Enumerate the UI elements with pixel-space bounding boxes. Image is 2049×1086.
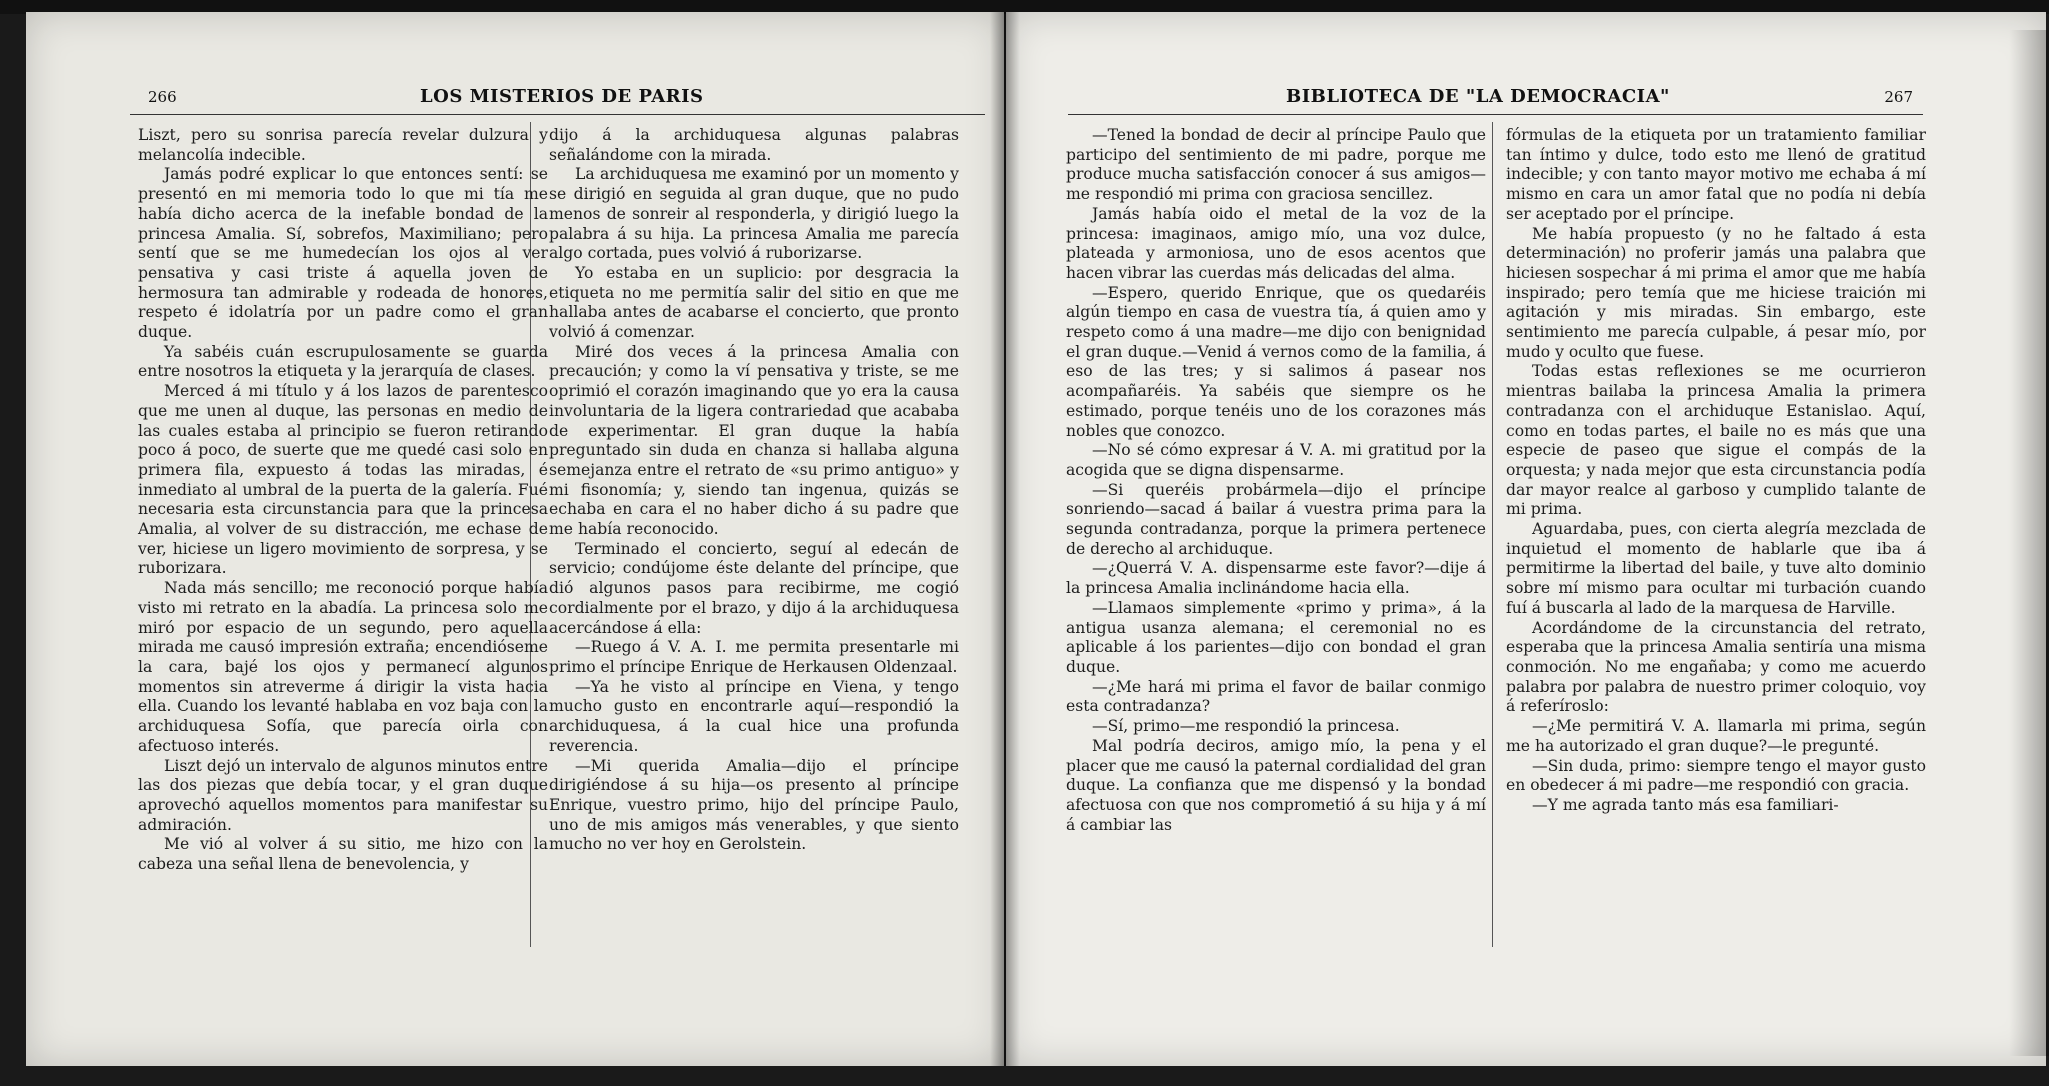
paragraph: Jamás podré explicar lo que entonces sentí: se presentó en mi memoria todo lo que mi tía me había dicho acerca de la inefable bondad de la princesa Amalia. Sí, sobrefos, Maximiliano; pero sentí que se me humedecían los ojos al ver pensativa y casi triste á aquella joven de hermosura tan admirable y rodeada de honores, respeto é idolatría por un padre como el gran duque. (138, 165, 548, 342)
left-page-column-1 (138, 126, 548, 875)
paragraph: La archiduquesa me examinó por un momento y se dirigió en seguida al gran duque, que no pudo menos de sonreir al responderla, y dirigió luego la palabra á su hija. La princesa Amalia me parecía algo cortada, pues volvió á ruborizarse. (549, 165, 959, 263)
left-page-number: 266 (148, 88, 177, 106)
paragraph: Acordándome de la circunstancia del retrato, esperaba que la princesa Amalia sentiría una misma conmoción. No me engañaba; y como me acuerdo palabra por palabra de nuestro primer coloquio, voy á referíroslo: (1506, 618, 1926, 716)
paragraph: —Mi querida Amalia—dijo el príncipe dirigiéndose á su hija—os presento al príncipe Enrique, vuestro primo, hijo del príncipe Paulo, uno de mis amigos más venerables, y que siento mucho no ver hoy en Gerolstein. (549, 756, 959, 854)
paragraph: Merced á mi título y á los lazos de parentesco que me unen al duque, las personas en medio de las cuales estaba al principio se fueron retirando poco á poco, de suerte que me quedé casi solo en primera fila, expuesto á todas las miradas, é inmediato al umbral de la puerta de la galería. Fué necesaria esta circunstancia para que la princesa Amalia, al volver de su distracción, me echase de ver, hiciese un ligero movimiento de sorpresa, y se ruborizara. (138, 382, 548, 578)
paragraph: Liszt dejó un intervalo de algunos minutos entre las dos piezas que debía tocar, y el gran duque aprovechó aquellos momentos para manifestar su admiración. (138, 756, 548, 834)
right-page-column-1 (1066, 126, 1486, 835)
paragraph: Liszt, pero su sonrisa parecía revelar dulzura y melancolía indecible. (138, 126, 548, 164)
paragraph: —Ya he visto al príncipe en Viena, y tengo mucho gusto en encontrarle aquí—respondió la archiduquesa, á la cual hice una profunda reverencia. (549, 677, 959, 755)
right-page-number: 267 (1884, 88, 1913, 106)
paragraph: —Y me agrada tanto más esa familiari- (1532, 795, 1839, 814)
paragraph: —Tened la bondad de decir al príncipe Paulo que participo del sentimiento de mi padre, porque me produce mucha satisfacción conocer á sus amigos—me respondió mi prima con graciosa sencillez. (1066, 126, 1486, 204)
paragraph: —No sé cómo expresar á V. A. mi gratitud por la acogida que se digna dispensarme. (1066, 441, 1486, 479)
paragraph: —Sí, primo—me respondió la princesa. (1092, 717, 1400, 736)
left-page-header (130, 80, 985, 115)
paragraph: Aguardaba, pues, con cierta alegría mezclada de inquietud el momento de hablarle que iba á permitirme la libertad del baile, y tuve alto dominio sobre mí mismo para ocultar mi turbación cuando fuí á buscarla al lado de la marquesa de Harville. (1506, 520, 1926, 617)
page-edge-shadow (2009, 30, 2049, 1056)
paragraph: Mal podría deciros, amigo mío, la pena y el placer que me causó la paternal cordialidad del gran duque. La confianza que me dispensó y la bondad afectuosa con que nos comprometió á su hija y á mí á cambiar las (1066, 736, 1486, 834)
paragraph: —¿Querrá V. A. dispensarme este favor?—dije á la princesa Amalia inclinándome hacia ella. (1066, 559, 1486, 598)
paragraph: —Sin duda, primo: siempre tengo el mayor gusto en obedecer á mi padre—me respondió con gracia. (1506, 756, 1926, 795)
book-gutter (990, 12, 1020, 1066)
paragraph: Jamás había oido el metal de la voz de la princesa: imaginaos, amigo mío, una voz dulce, plateada y armoniosa, uno de esos acentos que hacen vibrar las cuerdas más delicadas del alma. (1066, 204, 1486, 282)
paragraph: —¿Me permitirá V. A. llamarla mi prima, según me ha autorizado el gran duque?—le pregunté. (1506, 717, 1926, 755)
paragraph: Me vió al volver á su sitio, me hizo con la cabeza una señal llena de benevolencia, y (138, 835, 548, 874)
paragraph: Me había propuesto (y no he faltado á esta determinación) no proferir jamás una palabra que hiciesen sospechar á mi prima el amor que me había inspirado; pero temía que me hiciese traición mi agitación y mis miradas. Sin embargo, este sentimiento me parecía culpable, á pesar mío, por mudo y oculto que fuese. (1506, 224, 1926, 361)
paragraph: —Espero, querido Enrique, que os quedaréis algún tiempo en casa de vuestra tía, á quien amo y respeto como á una madre—me dijo con benignidad el gran duque.—Venid á vernos como de la familia, á eso de las tres; y si salimos á pasear nos acompañaréis. Ya sabéis que siempre os he estimado, porque tenéis uno de los corazones más nobles que conozco. (1066, 283, 1486, 440)
paragraph: —Si queréis probármela—dijo el príncipe sonriendo—sacad á bailar á vuestra prima para la segunda contradanza, porque la primera pertenece de derecho al archiduque. (1066, 480, 1486, 558)
paragraph: Yo estaba en un suplicio: por desgracia la etiqueta no me permitía salir del sitio en que me hallaba antes de acabarse el concierto, que pronto volvió á comenzar. (549, 263, 959, 342)
paragraph: Nada más sencillo; me reconoció porque había visto mi retrato en la abadía. La princesa solo me miró por espacio de un segundo, pero aquella mirada me causó impresión extraña; encendióseme la cara, bajé los ojos y permanecí algunos momentos sin atreverme á dirigir la vista hacia ella. Cuando los levanté hablaba en voz baja con la archiduquesa Sofía, que parecía oirla con afectuoso interés. (138, 579, 548, 755)
left-page-column-2 (549, 126, 959, 855)
right-page-header (1068, 80, 1923, 115)
paragraph: dijo á la archiduquesa algunas palabras señalándome con la mirada. (549, 126, 959, 164)
paragraph: Terminado el concierto, seguí al edecán de servicio; condújome éste delante del príncipe, que dió algunos pasos para recibirme, me cogió cordialmente por el brazo, y dijo á la archiduquesa acercándose á ella: (549, 539, 959, 637)
right-column-rule (1492, 122, 1493, 947)
paragraph: Miré dos veces á la princesa Amalia con precaución; y como la ví pensativa y triste, se me oprimió el corazón imaginando que yo era la causa involuntaria de la ligera contrariedad que acababa de experimentar. El gran duque la había preguntado sin duda en chanza si hallaba alguna semejanza entre el retrato de «su primo antiguo» y mi fisonomía; y, siendo tan ingenua, quizás se echaba en cara el no haber dicho á su padre que me había reconocido. (549, 342, 959, 539)
paragraph: —¿Me hará mi prima el favor de bailar conmigo esta contradanza? (1066, 677, 1486, 716)
paragraph: Ya sabéis cuán escrupulosamente se guarda entre nosotros la etiqueta y la jerarquía de clases. (138, 342, 548, 381)
paragraph: Todas estas reflexiones se me ocurrieron mientras bailaba la princesa Amalia la primera contradanza con el archiduque Estanislao. Aquí, como en todas partes, el baile no es más que una especie de paseo que sigue el compás de la orquesta; y nada mejor que esta circunstancia podía dar mayor realce al garboso y cumplido talante de mi prima. (1506, 362, 1926, 519)
paragraph: fórmulas de la etiqueta por un tratamiento familiar tan íntimo y dulce, todo esto me llenó de gratitud indecible; y con tanto mayor motivo me echaba á mí mismo en cara un amor fatal que no podía ni debía ser aceptado por el príncipe. (1506, 126, 1926, 223)
paragraph: —Llamaos simplemente «primo y prima», á la antigua usanza alemana; el ceremonial no es aplicable á los parientes—dijo con bondad el gran duque. (1066, 598, 1486, 676)
right-page-column-2 (1506, 126, 1926, 816)
paragraph: —Ruego á V. A. I. me permita presentarle mi primo el príncipe Enrique de Herkausen Oldenzaal. (549, 638, 959, 676)
right-running-title: BIBLIOTECA DE "LA DEMOCRACIA" (1286, 86, 1670, 107)
left-running-title: LOS MISTERIOS DE PARIS (420, 86, 704, 107)
